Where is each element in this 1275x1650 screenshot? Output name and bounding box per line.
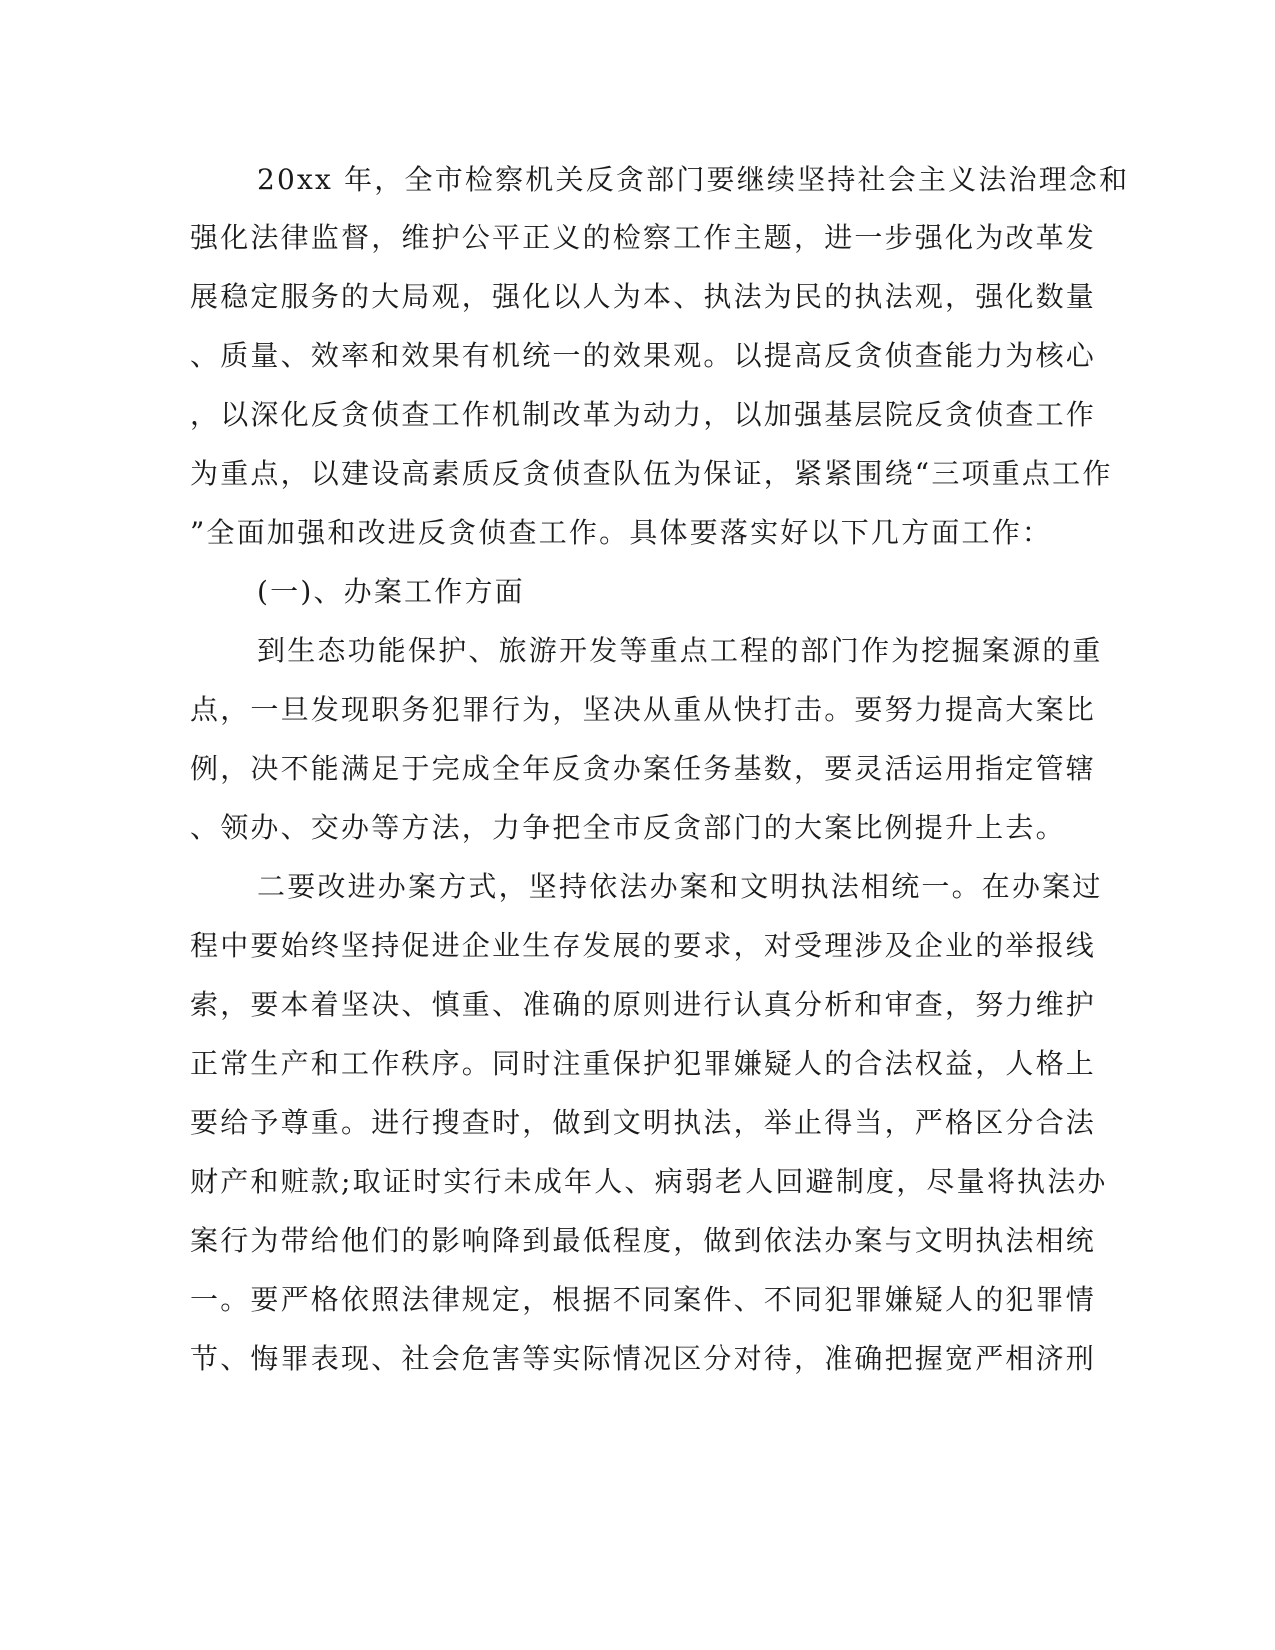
text-line: 点，一旦发现职务犯罪行为，坚决从重从快打击。要努力提高大案比 — [190, 693, 1097, 726]
text-line: ”全面加强和改进反贪侦查工作。具体要落实好以下几方面工作： — [190, 516, 1053, 549]
text-line: 例，决不能满足于完成全年反贪办案任务基数，要灵活运用指定管辖 — [190, 752, 1097, 785]
text-line: 程中要始终坚持促进企业生存发展的要求，对受理涉及企业的举报线 — [190, 929, 1097, 962]
text-line: 、领办、交办等方法，力争把全市反贪部门的大案比例提升上去。 — [190, 811, 1066, 844]
text-line: 节、悔罪表现、社会危害等实际情况区分对待，准确把握宽严相济刑 — [190, 1342, 1097, 1375]
text-line: 一。要严格依照法律规定，根据不同案件、不同犯罪嫌疑人的犯罪情 — [190, 1283, 1097, 1316]
text-line: 财产和赃款;取证时实行未成年人、病弱老人回避制度，尽量将执法办 — [190, 1165, 1108, 1198]
text-line: ，以深化反贪侦查工作机制改革为动力，以加强基层院反贪侦查工作 — [190, 398, 1097, 431]
text-line: 强化法律监督，维护公平正义的检察工作主题，进一步强化为改革发 — [190, 221, 1097, 254]
text-line: 索，要本着坚决、慎重、准确的原则进行认真分析和审查，努力维护 — [190, 988, 1097, 1021]
text-line: 案行为带给他们的影响降到最低程度，做到依法办案与文明执法相统 — [190, 1224, 1097, 1257]
text-line: 为重点，以建设高素质反贪侦查队伍为保证，紧紧围绕“三项重点工作 — [190, 457, 1113, 490]
text-line: 、质量、效率和效果有机统一的效果观。以提高反贪侦查能力为核心 — [190, 339, 1097, 372]
text-line: 要给予尊重。进行搜查时，做到文明执法，举止得当，严格区分合法 — [190, 1106, 1097, 1139]
section-heading: (一)、办案工作方面 — [257, 575, 525, 608]
text-line: 展稳定服务的大局观，强化以人为本、执法为民的执法观，强化数量 — [190, 280, 1097, 313]
text-line: 到生态功能保护、旅游开发等重点工程的部门作为挖掘案源的重 — [257, 634, 1103, 667]
text-line: 二要改进办案方式，坚持依法办案和文明执法相统一。在办案过 — [257, 870, 1103, 903]
text-line: 正常生产和工作秩序。同时注重保护犯罪嫌疑人的合法权益，人格上 — [190, 1047, 1097, 1080]
text-line: 20xx 年，全市检察机关反贪部门要继续坚持社会主义法治理念和 — [257, 163, 1130, 196]
